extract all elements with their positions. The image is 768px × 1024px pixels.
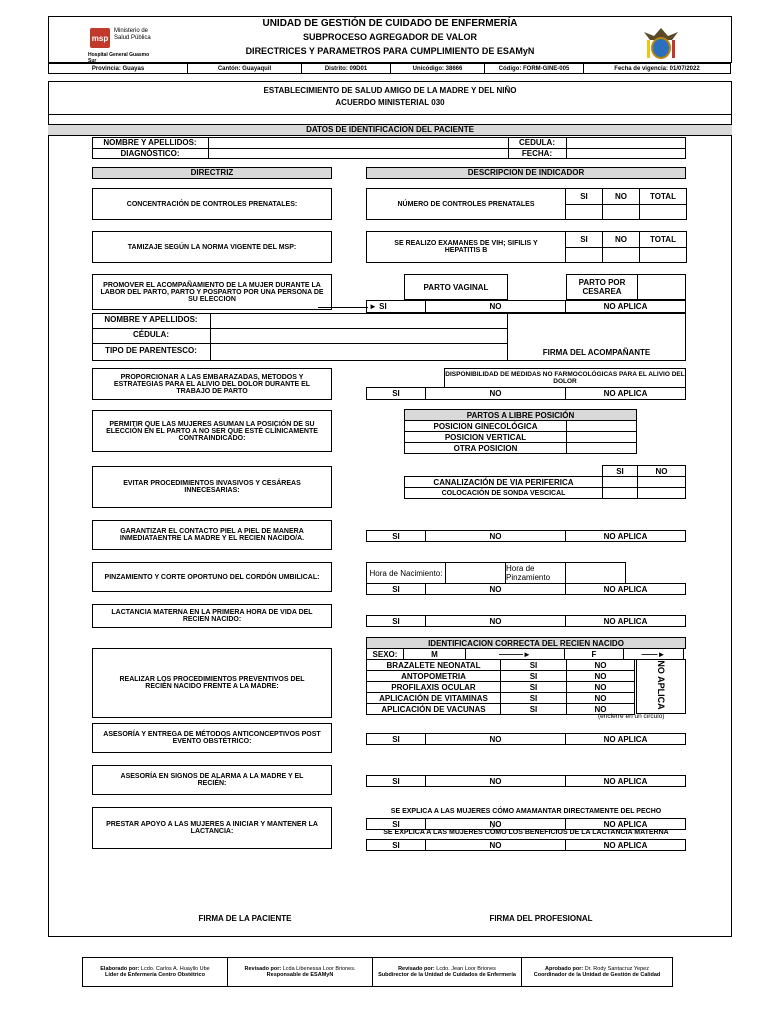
acompanante-nombre-label: NOMBRE Y APELLIDOS:	[104, 315, 198, 324]
col-directriz: DIRECTRIZ	[92, 167, 332, 179]
option-no[interactable]: NO	[425, 839, 566, 851]
option-no-aplica[interactable]: NO APLICA	[565, 839, 686, 851]
r6-row	[404, 487, 686, 499]
rn-item-si[interactable]: SI	[500, 692, 567, 704]
header-line2: SUBPROCESO AGREGADOR DE VALOR	[302, 32, 477, 42]
footer-role: Líder de Enfermería Centro Obstétrico	[105, 972, 205, 978]
rn-item-label: APLICACIÓN DE VACUNAS	[366, 703, 501, 715]
option-si[interactable]: SI	[366, 387, 426, 400]
title-line2: ACUERDO MINISTERIAL 030	[335, 98, 445, 107]
msp-logo	[88, 24, 158, 64]
option-no[interactable]: NO	[425, 775, 566, 787]
parto-vaginal: PARTO VAGINAL	[404, 274, 508, 300]
sonda-no[interactable]	[637, 487, 686, 499]
vigencia: Fecha de vigencia: 01/07/2022	[583, 63, 731, 74]
no-label: NO	[602, 188, 640, 205]
rn-item-si[interactable]: SI	[500, 659, 567, 671]
total-label: TOTAL	[639, 231, 687, 248]
directriz-alivio-dolor: PROPORCIONAR A LAS EMBARAZADAS, METODOS Y ESTRATEGIAS PARA EL ALIVIO DEL DOLOR DURANTE EL TRABAJO DE PARTO	[92, 368, 332, 400]
footer-role: Subdirector de la Unidad de Cuidados de Enfermería	[378, 972, 516, 978]
total-label: TOTAL	[639, 188, 687, 205]
r1-grid-values	[565, 204, 687, 220]
rn-item-label: ANTOPOMETRIA	[366, 670, 501, 682]
directriz-tamizaje: TAMIZAJE SEGÚN LA NORMA VIGENTE DEL MSP:	[92, 231, 332, 263]
provincia: Provincia: Guayas	[48, 63, 188, 74]
firma-profesional[interactable]: FIRMA DEL PROFESIONAL	[489, 914, 593, 923]
lactancia-q1: SE EXPLICA A LAS MUJERES CÓMO AMAMANTAR DIRECTAMENTE DEL PECHO	[390, 808, 662, 815]
option-si[interactable]	[366, 300, 426, 313]
footer-label: Revisado por:	[398, 966, 435, 972]
patient-cedula-label: CEDULA:	[519, 138, 555, 147]
firma-paciente[interactable]: FIRMA DE LA PACIENTE	[198, 914, 292, 923]
footer-approvals	[82, 957, 676, 987]
arrow-right-icon: ——►	[623, 648, 684, 660]
rn-item-label: BRAZALETE NEONATAL	[366, 659, 501, 671]
no-label: NO	[602, 231, 640, 248]
option-no[interactable]: NO	[425, 733, 566, 745]
header-line3: DIRECTRICES Y PARAMETROS PARA CUMPLIMIENTO DE ESAMyN	[245, 46, 535, 56]
footer-approval-cell	[82, 957, 228, 987]
no-aplica-vertical: NO APLICA	[656, 660, 666, 710]
col-indicador: DESCRIPCION DE INDICADOR	[366, 167, 686, 179]
rn-item-no[interactable]: NO	[566, 670, 635, 682]
patient-name-label: NOMBRE Y APELLIDOS:	[103, 138, 197, 147]
acompanante-cedula-label: CÉDULA:	[133, 330, 169, 339]
codigo: Código: FORM-GINE-005	[484, 63, 584, 74]
title-line1: ESTABLECIMIENTO DE SALUD AMIGO DE LA MADRE Y DEL NIÑO	[263, 86, 517, 95]
footer-name: Lcdo. Jean Loor Briones	[436, 966, 496, 972]
option-si[interactable]: SI	[366, 775, 426, 787]
footer-label: Elaborado por:	[100, 966, 140, 972]
option-si[interactable]: SI	[366, 583, 426, 595]
r13-options-2	[366, 839, 686, 851]
directriz-anticonceptivos: ASESORÍA Y ENTREGA DE MÉTODOS ANTICONCEPTIVOS POST EVENTO OBSTÉTRICO:	[92, 723, 332, 753]
option-no-aplica[interactable]: NO APLICA	[565, 818, 686, 830]
canton: Cantón: Guayaquil	[187, 63, 302, 74]
total-field[interactable]	[639, 204, 687, 220]
option-no-aplica[interactable]: NO APLICA	[565, 583, 686, 595]
footer-name: Lcdo. Carlos A. Huayllo Ube	[140, 966, 210, 972]
no-label: NO	[637, 465, 686, 477]
identificacion-rn-header: IDENTIFICACION CORRECTA DEL RECIEN NACIDO	[366, 637, 686, 649]
patient-fecha-field[interactable]	[567, 149, 685, 159]
lactancia-q2: SE EXPLICA A LAS MUJERES CÓMO LOS BENEFICIOS DE LA LACTANCIA MATERNA	[383, 829, 669, 836]
ministerio-label: Ministerio de Salud Pública	[114, 28, 151, 41]
r9-options	[366, 615, 686, 627]
patient-fecha-label: FECHA:	[521, 149, 553, 158]
parto-cesarea: PARTO POR CESAREA	[566, 274, 638, 300]
ecuador-coat-of-arms-icon	[642, 22, 680, 60]
arrow-right-icon: ►	[369, 302, 380, 311]
si-label: SI	[602, 465, 638, 477]
acompanante-cedula-field[interactable]	[211, 329, 507, 342]
unicodigo: Unicódigo: 38666	[390, 63, 485, 74]
option-no-aplica[interactable]: NO APLICA	[565, 300, 686, 313]
footer-cells	[82, 957, 673, 987]
divider	[48, 114, 732, 115]
option-no-aplica[interactable]: NO APLICA	[565, 387, 686, 400]
r3-options	[366, 300, 686, 313]
option-si[interactable]: SI	[366, 530, 426, 542]
option-no[interactable]: NO	[425, 583, 566, 595]
acompanante-nombre-field[interactable]	[211, 314, 507, 327]
option-si[interactable]: SI	[366, 839, 426, 851]
option-no[interactable]: NO	[425, 300, 566, 313]
footer-approval-cell	[521, 957, 673, 987]
f-label: F	[591, 649, 597, 659]
encierre-note: (encierre en un circulo)	[598, 713, 665, 720]
otra-posicion-field[interactable]	[566, 442, 637, 454]
rn-item-no[interactable]: NO	[566, 692, 635, 704]
r7-options	[366, 530, 686, 542]
cesarea-check[interactable]	[637, 274, 686, 300]
option-no[interactable]: NO	[425, 615, 566, 627]
option-si[interactable]: SI	[366, 733, 426, 745]
footer-name: Dr. Rody Santacruz Yepez	[584, 966, 649, 972]
posicion-vertical: POSICION VERTICAL	[404, 431, 567, 443]
firma-acompanante-label: FIRMA DEL ACOMPAÑANTE	[542, 348, 651, 357]
rn-item-no[interactable]: NO	[566, 703, 635, 715]
si-label: SI	[379, 302, 387, 311]
header-line1: UNIDAD DE GESTIÓN DE CUIDADO DE ENFERMERÍA	[262, 18, 518, 29]
footer-label: Aprobado por:	[545, 966, 584, 972]
directriz-signos-alarma: ASESORÍA EN SIGNOS DE ALARMA A LA MADRE Y EL RECIÉN:	[92, 765, 332, 795]
directriz-evitar-procedimientos: EVITAR PROCEDIMIENTOS INVASIVOS Y CESÁREAS INNECESARIAS:	[92, 466, 332, 508]
otra-posicion: OTRA POSICION	[404, 442, 567, 454]
option-si[interactable]: SI	[366, 818, 426, 830]
footer-approval-cell	[227, 957, 373, 987]
posicion-ginecologica: POSICION GINECOLÓGICA	[404, 420, 567, 432]
indicador-alivio-dolor: DISPONIBILIDAD DE MEDIDAS NO FARMOCOLÓGICAS PARA EL ALIVIO DEL DOLOR	[444, 368, 686, 388]
option-no-aplica[interactable]: NO APLICA	[565, 615, 686, 627]
si-field[interactable]	[565, 247, 603, 263]
option-no-aplica[interactable]: NO APLICA	[565, 775, 686, 787]
r8-hours	[366, 562, 626, 584]
sonda-si[interactable]	[602, 487, 638, 499]
directriz-pinzamiento: PINZAMIENTO Y CORTE OPORTUNO DEL CORDÓN UMBILICAL:	[92, 562, 332, 592]
total-field[interactable]	[639, 247, 687, 263]
directriz-lactancia-primera-hora: LACTANCIA MATERNA EN LA PRIMERA HORA DE VIDA DEL RECIEN NACIDO:	[92, 604, 332, 628]
r11-options	[366, 733, 686, 745]
acompanante-parentesco-field[interactable]	[211, 344, 507, 360]
r4-options	[366, 387, 686, 400]
si-label: SI	[565, 188, 603, 205]
sonda-vescical: COLOCACIÓN DE SONDA VESCICAL	[404, 487, 603, 499]
r2-grid-head	[565, 231, 687, 248]
patient-cedula-field[interactable]	[567, 138, 685, 148]
sexo-label: SEXO:	[366, 648, 404, 660]
rn-item-row	[366, 703, 635, 715]
indicador-tamizaje: SE REALIZO EXAMANES DE VIH; SIFILIS Y HEPATITIS B	[366, 231, 566, 263]
msp-logo-mark: msp	[90, 28, 110, 48]
option-no-aplica[interactable]: NO APLICA	[565, 733, 686, 745]
option-no-aplica[interactable]: NO APLICA	[565, 530, 686, 542]
rn-item-label: APLICACIÓN DE VITAMINAS	[366, 692, 501, 704]
footer-role: Coordinador de la Unidad de Gestión de Calidad	[533, 972, 661, 978]
hospital-label: Hospital General Guasmo Sur	[88, 52, 150, 64]
no-field[interactable]	[602, 204, 640, 220]
rn-item-si[interactable]: SI	[500, 670, 567, 682]
arrow-right-icon: ———►	[465, 648, 565, 660]
patient-diagnosis-field[interactable]	[209, 149, 507, 159]
hora-nacimiento-field[interactable]	[445, 562, 506, 584]
directriz-controles: CONCENTRACIÓN DE CONTROLES PRENATALES:	[92, 188, 332, 220]
option-si[interactable]: SI	[366, 615, 426, 627]
directriz-libre-posicion: PERMITIR QUE LAS MUJERES ASUMAN LA POSICIÓN DE SU ELECCIÓN EN EL PARTO A NO SER QUE ESTÉ CLÍNICAMENTE CONTRAINDICADO:	[92, 410, 332, 452]
option-no[interactable]: NO	[425, 530, 566, 542]
footer-label: Revisado por:	[244, 966, 282, 972]
option-no[interactable]: NO	[425, 818, 566, 830]
rn-item-no[interactable]: NO	[566, 681, 635, 693]
rn-item-si[interactable]: SI	[500, 681, 567, 693]
option-no[interactable]: NO	[425, 387, 566, 400]
footer-approval-cell	[372, 957, 522, 987]
canalizacion: CANALIZACIÓN DE VIA PERIFERICA	[404, 476, 603, 488]
posicion-row	[404, 442, 637, 454]
patient-name-field[interactable]	[209, 138, 507, 148]
r12-options	[366, 775, 686, 787]
rn-item-no[interactable]: NO	[566, 659, 635, 671]
hora-pinzamiento-label: Hora de Pinzamiento	[505, 562, 566, 584]
r8-options	[366, 583, 686, 595]
r1-grid-head	[565, 188, 687, 205]
indicador-controles: NÚMERO DE CONTROLES PRENATALES	[366, 188, 566, 220]
directriz-apoyo-lactancia: PRESTAR APOYO A LAS MUJERES A INICIAR Y MANTENER LA LACTANCIA:	[92, 807, 332, 849]
distrito: Distrito: 09D01	[301, 63, 391, 74]
si-field[interactable]	[565, 204, 603, 220]
patient-diagnosis-label: DIAGNÓSTICO:	[120, 149, 180, 158]
directriz-procedimientos-preventivos: REALIZAR LOS PROCEDIMIENTOS PREVENTIVOS DEL RECIÉN NACIDO FRENTE A LA MADRE:	[92, 648, 332, 718]
patient-section-title: DATOS DE IDENTIFICACION DEL PACIENTE	[48, 125, 732, 136]
acompanante-parentesco-label: TIPO DE PARENTESCO:	[105, 346, 197, 355]
rn-item-label: PROFILAXIS OCULAR	[366, 681, 501, 693]
r2-grid-values	[565, 247, 687, 263]
footer-role: Responsable de ESAMyN	[266, 972, 334, 978]
no-field[interactable]	[602, 247, 640, 263]
si-label: SI	[565, 231, 603, 248]
rn-item-si[interactable]: SI	[500, 703, 567, 715]
partos-libre-posicion: PARTOS A LIBRE POSICIÓN	[404, 409, 637, 421]
hora-nacimiento-label: Hora de Nacimiento:	[366, 562, 446, 584]
directriz-piel-a-piel: GARANTIZAR EL CONTACTO PIEL A PIEL DE MANERA INMEDIATAENTRE LA MADRE Y EL RECIEN NACIDO/A.	[92, 520, 332, 550]
hora-pinzamiento-field[interactable]	[565, 562, 626, 584]
footer-name: Lcda Libenessa Loor Briones.	[282, 966, 356, 972]
directriz-acompanamiento: PROMOVER EL ACOMPAÑAMIENTO DE LA MUJER DURANTE LA LABOR DEL PARTO, PARTO Y POSPARTO POR UNA PERSONA DE SU ELECCION	[92, 274, 332, 310]
arrow-line	[318, 307, 368, 308]
info-bar	[48, 63, 732, 74]
m-label: M	[431, 649, 438, 659]
